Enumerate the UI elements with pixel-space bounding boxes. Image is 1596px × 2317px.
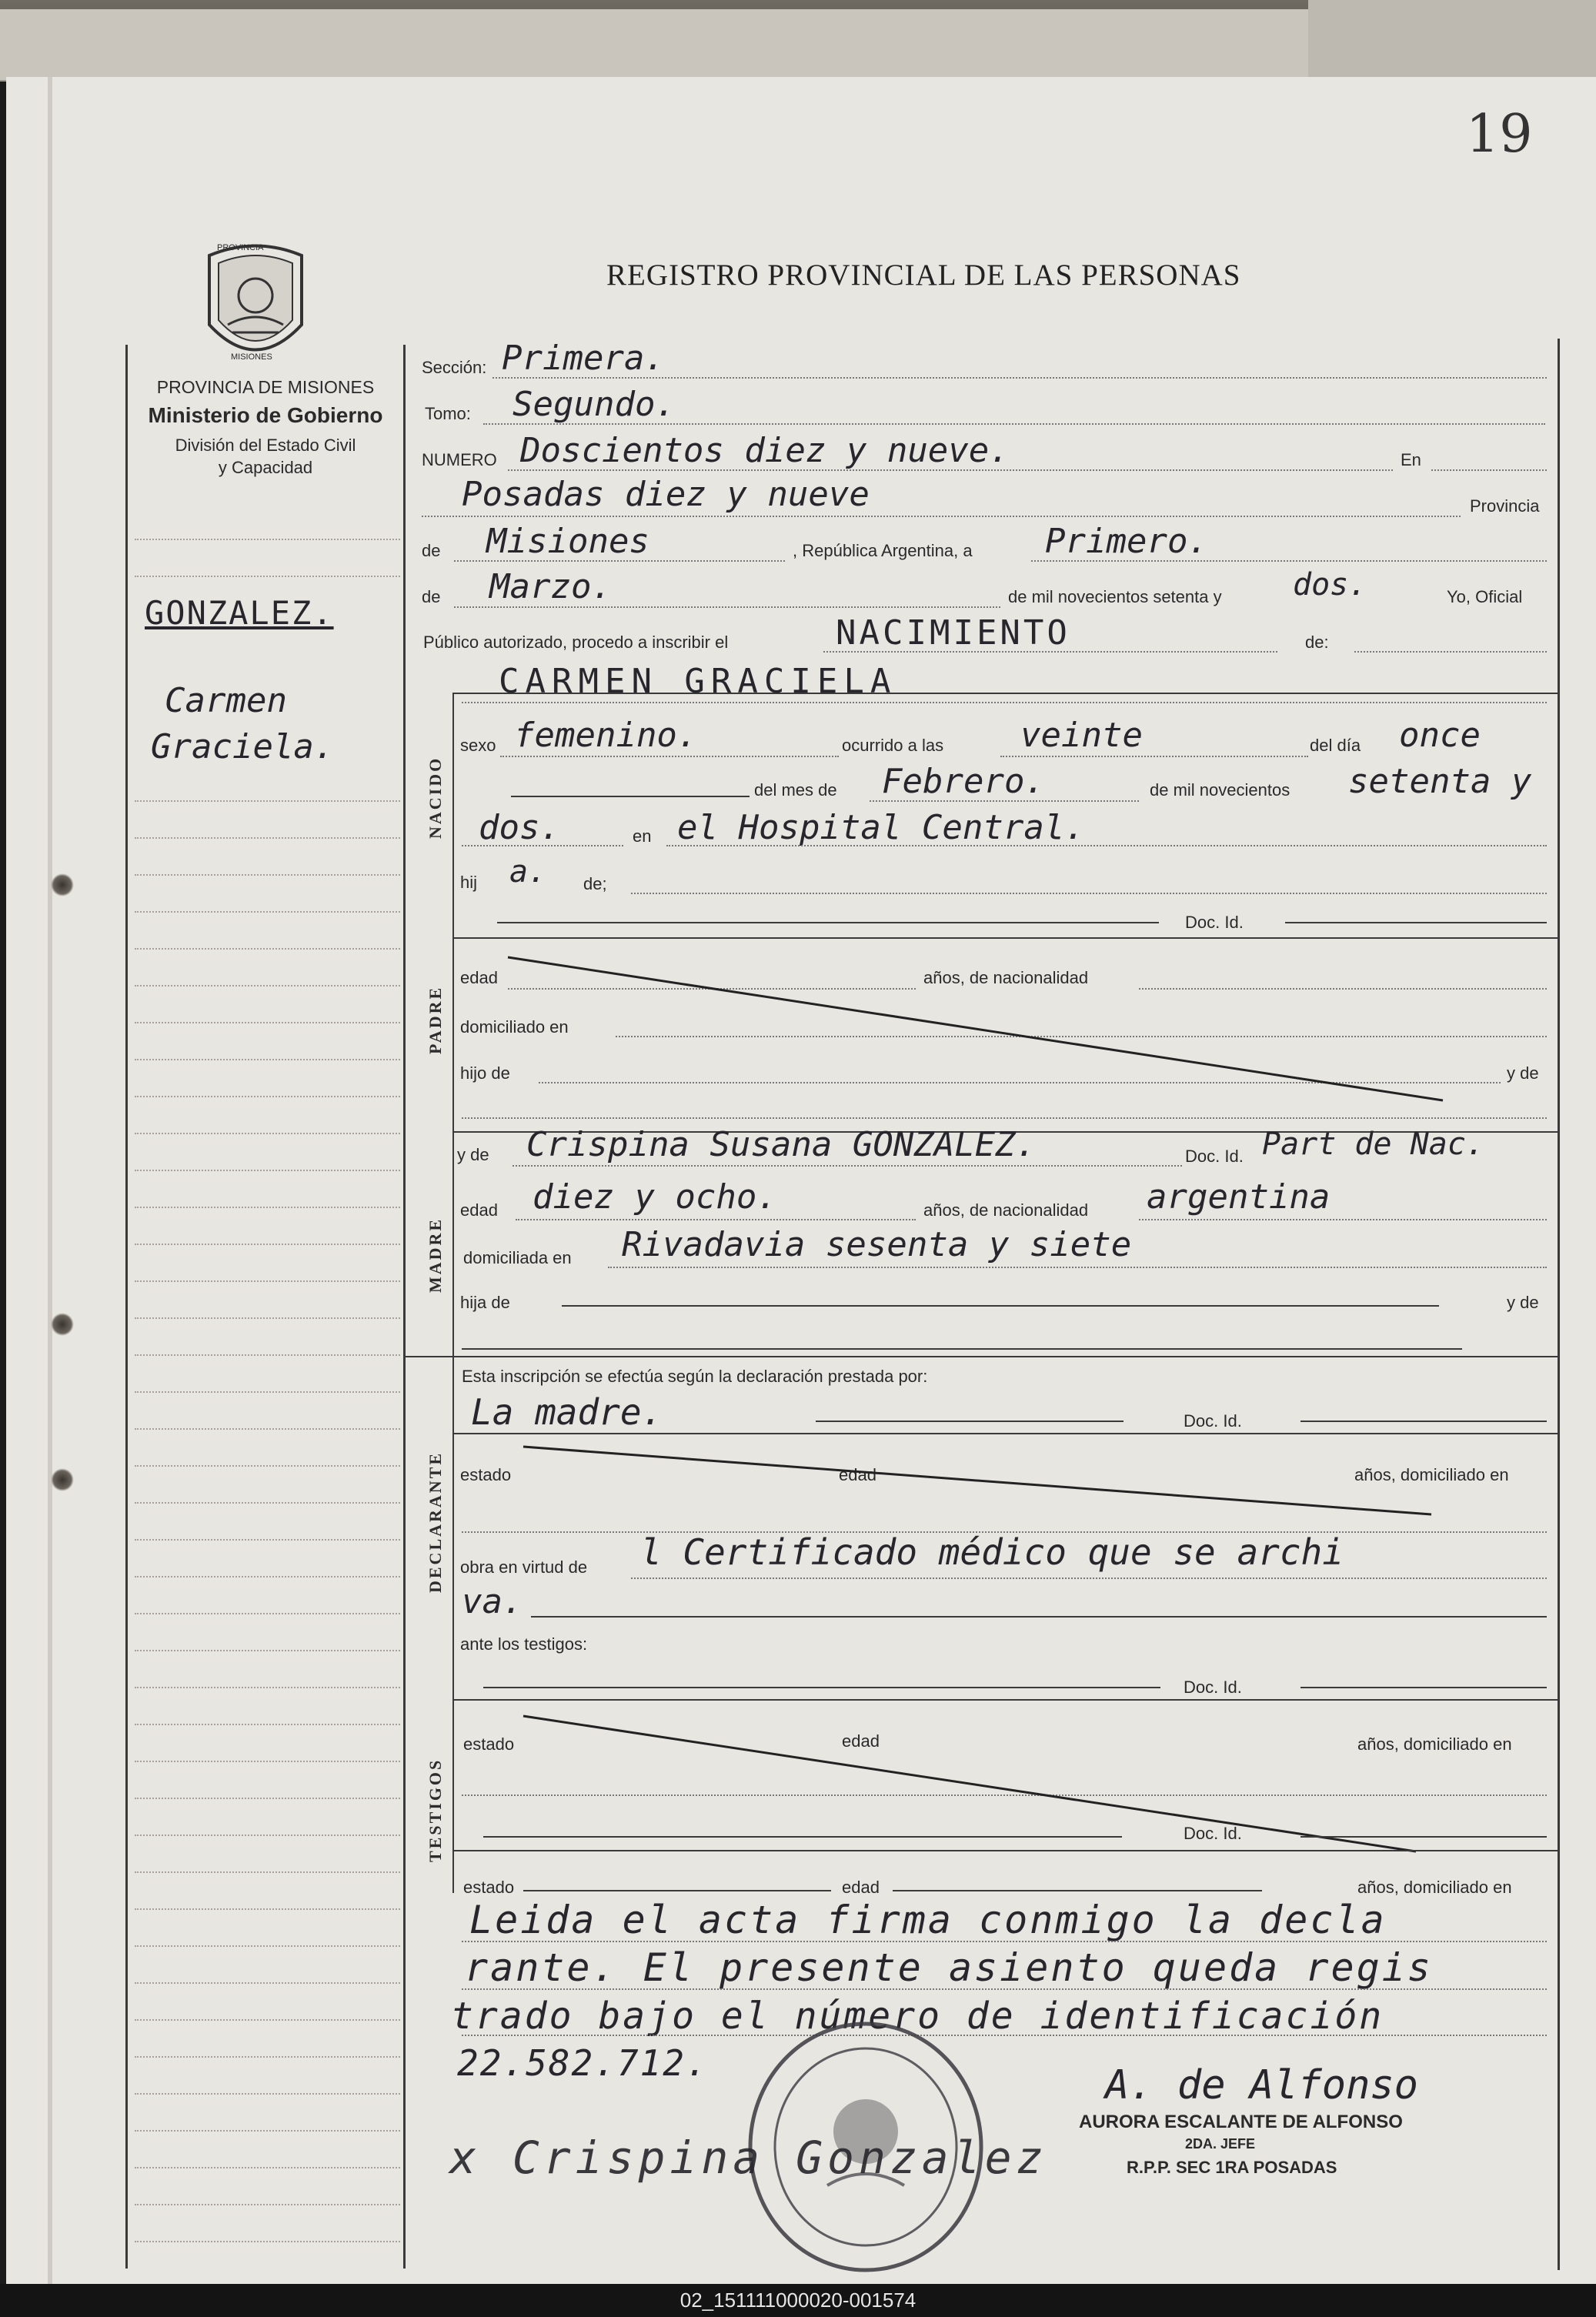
entry-dia-nacimiento: once (1399, 716, 1481, 755)
entry-hij-suffix: a. (509, 854, 547, 890)
label-sexo: sexo (460, 736, 496, 755)
label-de-mil-setenta: de mil novecientos setenta y (1008, 587, 1222, 606)
binding-edge (48, 77, 52, 2284)
margin-surname: GONZALEZ. (145, 594, 334, 632)
label-tomo: Tomo: (425, 404, 471, 423)
division-line-1: División del Estado Civil (175, 436, 356, 455)
label-edad-testigo-2: edad (842, 1878, 880, 1897)
entry-declarante: La madre. (471, 1391, 663, 1433)
entry-lugar-fecha: Posadas diez y nueve (462, 475, 870, 514)
label-de-semicolon: de; (583, 874, 607, 893)
label-domiciliado-testigo-2: años, domiciliado en (1357, 1878, 1512, 1897)
seal-text-bottom: MISIONES (231, 352, 272, 362)
label-provincia: Provincia (1470, 496, 1540, 516)
label-publico: Público autorizado, procedo a inscribir el (423, 633, 729, 652)
label-seccion: Sección: (422, 358, 487, 377)
entry-anio: dos. (1293, 567, 1367, 603)
entry-madre-doc: Part de Nac. (1262, 1127, 1484, 1162)
division-line-2: y Capacidad (218, 458, 313, 477)
entry-obra-1: l Certificado médico que se archi (640, 1531, 1344, 1573)
section-label-madre: MADRE (426, 1217, 445, 1293)
label-estado-testigo-2: estado (463, 1878, 515, 1897)
entry-nombre-nacido: CARMEN GRACIELA (499, 662, 897, 701)
entry-madre-nacionalidad: argentina (1147, 1177, 1331, 1217)
seal-text-top: PROVINCIA (217, 243, 264, 252)
section-divider (406, 1356, 1558, 1357)
punch-hole (51, 873, 74, 896)
underlying-sheet-right (1308, 0, 1596, 85)
entry-madre-domicilio: Rivadavia sesenta y siete (622, 1225, 1132, 1264)
label-en-lugar: en (633, 826, 652, 846)
label-y-de-madre-2: y de (1507, 1293, 1539, 1312)
label-del-mes: del mes de (754, 780, 837, 800)
label-estado-declarante: estado (460, 1465, 512, 1484)
label-domiciliado-padre: domiciliado en (460, 1017, 569, 1037)
note-line-2: rante. El presente asiento queda regis (465, 1945, 1433, 1990)
mother-signature: x Crispina Gonzalez (449, 2132, 1048, 2184)
section-label-column (452, 693, 454, 1893)
label-ante-testigos: ante los testigos: (460, 1634, 588, 1654)
label-ocurrido: ocurrido a las (842, 736, 944, 755)
margin-given-name-2: Graciela. (151, 727, 335, 766)
entry-hora: veinte (1020, 716, 1143, 755)
label-republica: , República Argentina, a (793, 541, 973, 560)
margin-divider (403, 345, 406, 2269)
entry-mes: Marzo. (489, 567, 612, 606)
entry-acto: NACIMIENTO (836, 613, 1070, 653)
entry-lugar-nacimiento: el Hospital Central. (677, 808, 1085, 847)
province-name: PROVINCIA DE MISIONES (156, 377, 375, 397)
strike-line (462, 946, 1539, 1116)
underlying-sheet (0, 9, 1401, 82)
label-edad-madre: edad (460, 1200, 498, 1220)
page-number: 19 (1466, 104, 1533, 165)
punch-hole (51, 1313, 74, 1336)
label-y-de-padre: y de (1507, 1063, 1539, 1083)
label-nacionalidad-padre: años, de nacionalidad (923, 968, 1089, 987)
label-inscripcion: Esta inscripción se efectúa según la declaración prestada por: (462, 1367, 928, 1386)
stamp-title: 2DA. JEFE (1185, 2136, 1256, 2152)
label-hija-de-madre: hija de (460, 1293, 510, 1312)
label-y-de-madre: y de (457, 1145, 489, 1164)
margin-given-name-1: Carmen (165, 681, 287, 720)
entry-mes-nacimiento: Febrero. (882, 762, 1045, 801)
label-edad-declarante: edad (839, 1465, 876, 1484)
right-border (1558, 339, 1560, 2270)
margin-left-border (125, 345, 128, 2269)
label-domiciliado-testigo-1: años, domiciliado en (1357, 1734, 1512, 1754)
page-title: REGISTRO PROVINCIAL DE LAS PERSONAS (606, 259, 1241, 292)
label-domiciliado-declarante: años, domiciliado en (1354, 1465, 1509, 1484)
label-en: En (1401, 450, 1421, 469)
label-doc-id-madre: Doc. Id. (1185, 1147, 1244, 1166)
ministry-name: Ministerio de Gobierno (148, 403, 383, 427)
label-edad-padre: edad (460, 968, 498, 987)
entry-tomo: Segundo. (513, 385, 676, 424)
entry-anio-nacimiento-1: setenta y (1348, 762, 1532, 801)
entry-numero: Doscientos diez y nueve. (520, 431, 1010, 470)
label-obra: obra en virtud de (460, 1557, 588, 1577)
label-nacionalidad-madre: años, de nacionalidad (923, 1200, 1089, 1220)
label-doc-id-testigo-1: Doc. Id. (1184, 1678, 1242, 1697)
note-identification-number: 22.582.712. (457, 2042, 709, 2084)
entry-madre-nombre: Crispina Susana GONZALEZ. (526, 1125, 1037, 1164)
label-edad-testigo-1: edad (842, 1731, 880, 1751)
label-del-dia: del día (1310, 736, 1361, 755)
section-label-testigos: TESTIGOS (426, 1758, 445, 1862)
coat-of-arms-icon (202, 240, 309, 371)
label-de-2: de (422, 587, 441, 606)
label-doc-id-nacido: Doc. Id. (1185, 913, 1244, 932)
label-de-colon: de: (1305, 633, 1329, 652)
label-doc-id-declarante: Doc. Id. (1184, 1411, 1242, 1431)
official-signature: A. de Alfonso (1105, 2062, 1418, 2108)
footer-code: 02_151111000020-001574 (0, 2284, 1596, 2317)
stamp-office: R.P.P. SEC 1RA POSADAS (1127, 2158, 1337, 2177)
section-label-padre: PADRE (426, 985, 445, 1054)
label-hijo-de-padre: hijo de (460, 1063, 510, 1083)
note-line-3: trado bajo el número de identificación (451, 1995, 1384, 2038)
label-doc-id-testigo-2: Doc. Id. (1184, 1824, 1242, 1843)
stamp-name: AURORA ESCALANTE DE ALFONSO (1079, 2112, 1403, 2132)
label-de-mil: de mil novecientos (1150, 780, 1290, 800)
entry-provincia: Misiones (486, 522, 649, 561)
label-yo-oficial: Yo, Oficial (1447, 587, 1523, 606)
entry-madre-edad: diez y ocho. (533, 1177, 777, 1217)
entry-anio-nacimiento-2: dos. (479, 808, 560, 847)
label-de: de (422, 541, 441, 560)
entry-sexo: femenino. (514, 716, 698, 755)
label-estado-testigo-1: estado (463, 1734, 515, 1754)
strike-line (462, 1439, 1539, 1524)
section-label-declarante: DECLARANTE (426, 1451, 445, 1593)
punch-hole (51, 1468, 74, 1491)
section-label-nacido: NACIDO (426, 756, 445, 839)
label-domiciliada-madre: domiciliada en (463, 1248, 572, 1267)
label-hij: hij (460, 873, 478, 892)
note-line-1: Leida el acta firma conmigo la decla (469, 1898, 1387, 1942)
entry-dia: Primero. (1045, 522, 1208, 561)
entry-seccion: Primera. (502, 339, 665, 378)
section-divider (452, 937, 1558, 939)
entry-obra-2: va. (462, 1582, 523, 1621)
section-divider (452, 1699, 1558, 1701)
label-numero: NUMERO (422, 450, 497, 469)
